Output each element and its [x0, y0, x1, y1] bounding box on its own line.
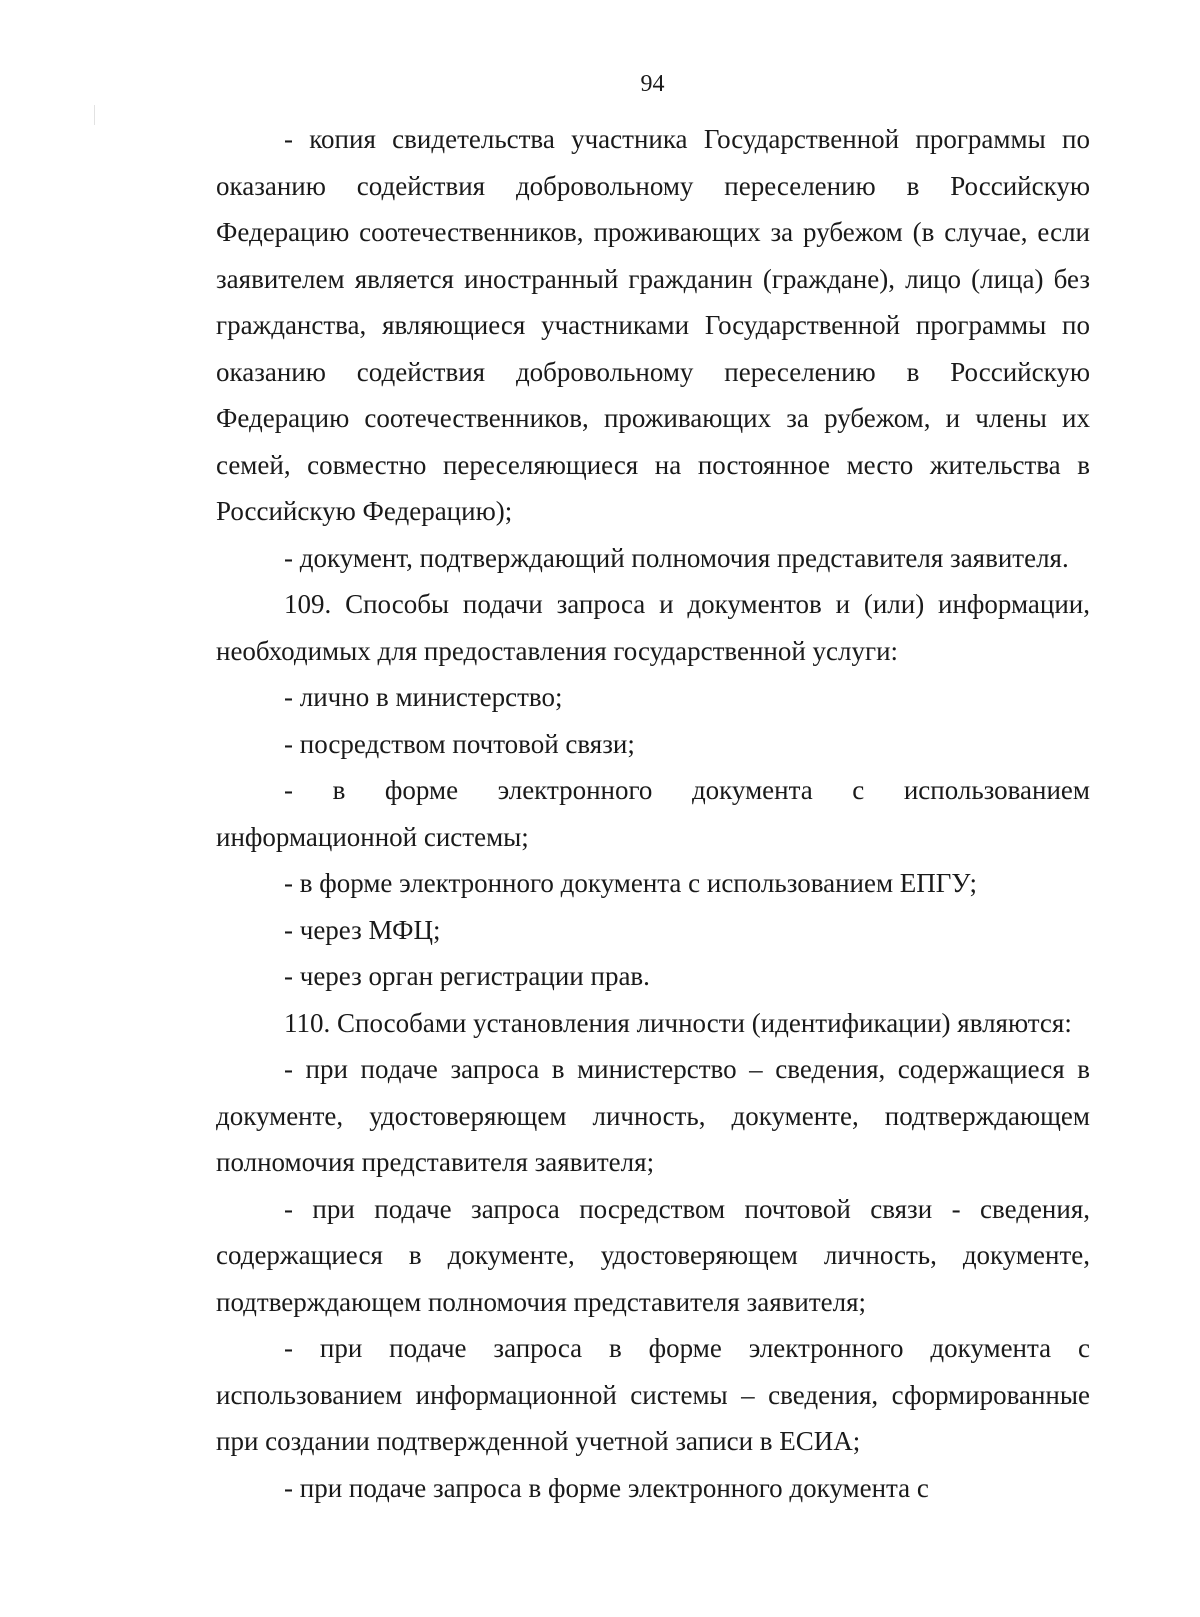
list-item-mfc: - через МФЦ; [284, 914, 441, 945]
list-item-information-system: - в форме электронного документа с использованием информационной системы; [216, 775, 1090, 852]
scan-edge-mark [94, 105, 95, 125]
list-item-electronic-document-identification: - при подаче запроса в форме электронного документа с [284, 1472, 929, 1503]
paragraph-representative-document: - документ, подтверждающий полномочия представителя заявителя. [284, 542, 1069, 573]
list-item-registration-authority: - через орган регистрации прав. [284, 961, 650, 991]
list-item-postal-identification: - при подаче запроса посредством почтовой связи - сведения, содержащиеся в документе, удостоверяющем личность, документе, подтверждающем полномочия представителя заявителя; [216, 1193, 1090, 1317]
document-body [216, 116, 1090, 1511]
list-item-information-system-identification: - при подаче запроса в форме электронного документа с использованием информационной системы – сведения, сформированные при создании подтвержденной учетной записи в ЕСИА; [216, 1333, 1090, 1456]
list-item-postal: - посредством почтовой связи; [284, 728, 635, 759]
paragraph-109-submission-methods: 109. Способы подачи запроса и документов и (или) информации, необходимых для предоставления государственной услуги: [216, 589, 1090, 666]
paragraph-110-identification-methods: 110. Способами установления личности (идентификации) являются: [284, 1007, 1072, 1038]
list-item-ministry-identification: - при подаче запроса в министерство – сведения, содержащиеся в документе, удостоверяющем личность, документе, подтверждающем полномочия представителя заявителя; [216, 1054, 1090, 1177]
list-item-epgu: - в форме электронного документа с использованием ЕПГУ; [284, 868, 977, 898]
paragraph-certificate-copy: - копия свидетельства участника Государственной программы по оказанию содействия добровольному переселению в Российскую Федерацию соотечественников, проживающих за рубежом (в случае, если заявителем является иностранный гражданин (граждане), лицо (лица) без гражданства, являющиеся участниками Государственной программы по оказанию содействия добровольному переселению в Российскую Федерацию соотечественников, проживающих за рубежом, и члены их семей, совместно переселяющиеся на постоянное место жительства в Российскую Федерацию); [216, 124, 1090, 526]
page-number: 94 [640, 71, 665, 97]
list-item-in-person: - лично в министерство; [284, 682, 563, 712]
